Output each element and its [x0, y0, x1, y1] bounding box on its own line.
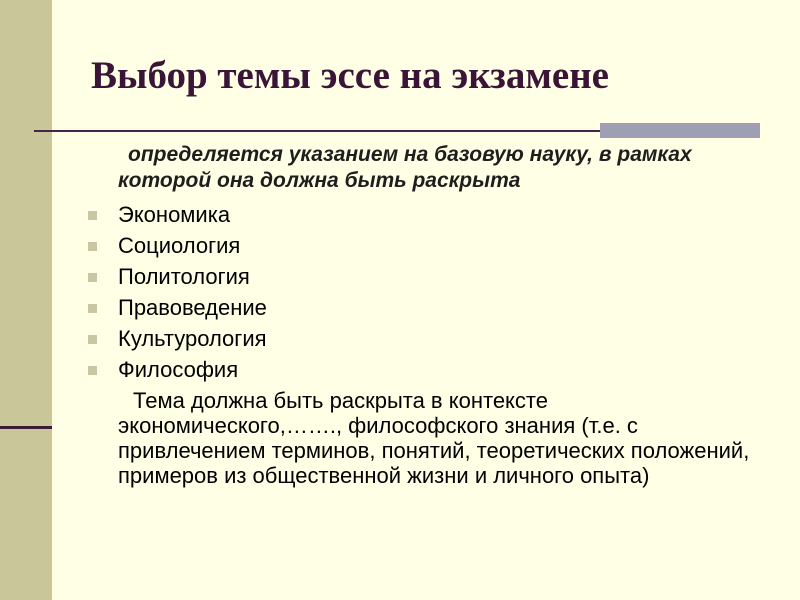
square-bullet-icon — [88, 304, 97, 313]
title-underline-rule — [34, 130, 600, 132]
list-item — [85, 323, 775, 354]
square-bullet-icon — [88, 366, 97, 375]
science-list — [85, 199, 775, 385]
slide-body — [85, 142, 775, 488]
intro-text: определяется указанием на базовую науку, в рамках которой она должна быть раскрыта — [118, 143, 692, 192]
list-item-label: Социология — [118, 233, 241, 258]
list-item — [85, 199, 775, 230]
list-item-label: Культурология — [118, 326, 267, 351]
list-item — [85, 261, 775, 292]
square-bullet-icon — [88, 242, 97, 251]
slide-title: Выбор темы эссе на экзамене — [91, 54, 609, 97]
left-decorative-bar — [0, 0, 52, 600]
list-item — [85, 354, 775, 385]
square-bullet-icon — [88, 335, 97, 344]
list-item-label: Правоведение — [118, 295, 267, 320]
conclusion-text: Тема должна быть раскрыта в контексте экономического,……., философского знания (т.е. с привлечением терминов, понятий, теоретических положений, примеров из общественной жизни и личного опыта) — [118, 388, 750, 488]
list-item — [85, 292, 775, 323]
square-bullet-icon — [88, 273, 97, 282]
list-item-label: Философия — [118, 357, 239, 382]
list-item-label: Политология — [118, 264, 250, 289]
list-item — [85, 230, 775, 261]
left-bar-accent-line — [0, 426, 52, 429]
title-rule-accent-block — [600, 123, 760, 138]
list-item-label: Экономика — [118, 202, 231, 227]
square-bullet-icon — [88, 211, 97, 220]
